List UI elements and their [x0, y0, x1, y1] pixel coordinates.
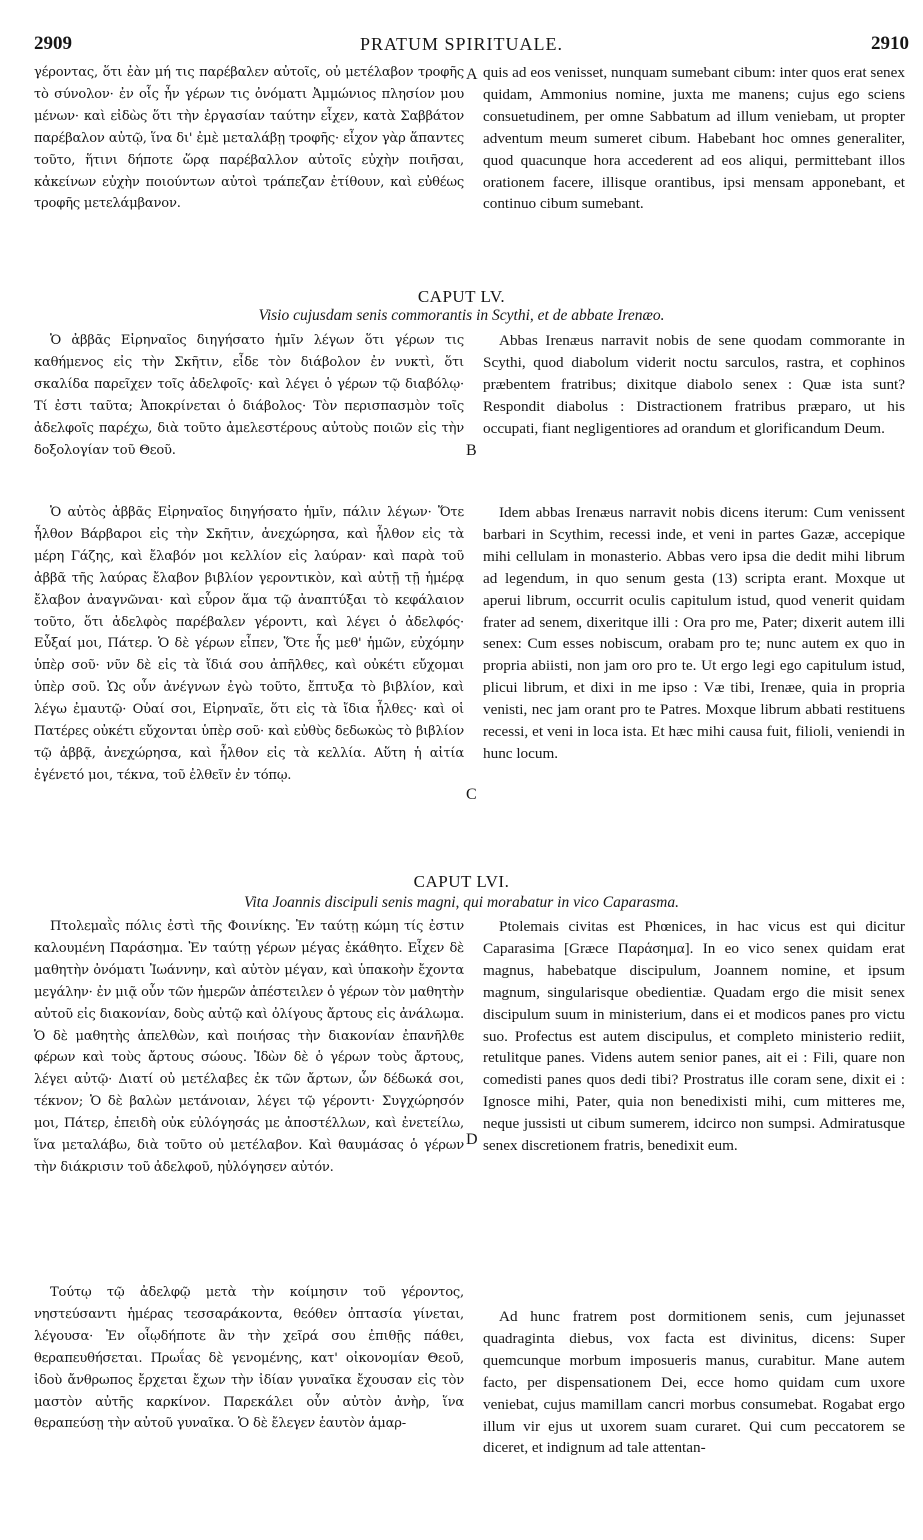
- chapter-55-latin-paragraph-2: Idem abbas Irenæus narravit nobis dicens iterum: Cum venissent barbari in Scythim, recessi inde, et veni in partes Gazæ, accepique mihi cellulam in monasterio. Abbas vero ipsa die dedit mihi librum ad legendum, in quo senum gesta (13) scripta erant. Moxque ut aperui librum, occurrit oculis capitulum istud, quod venerit quidam frater ad senem, dixeritque illi : Ora pro me, Pater; dixerit autem illi senex: Cum esses nobiscum, orabam pro te; nunc autem ex quo in propria abiisti, non jam oro pro te. Ut ergo legi ego capitulum istud, plicui librum, et dixi in me ipso : Væ tibi, Irenæe, quia in propria venisti, nec jam orant pro te Patres. Moxque librum abbati restituens recessi, et veni in loca ista. Et hæc mihi causa fuit, filioli, veniendi in hunc locum.: [483, 504, 905, 762]
- margin-letter-d: D: [466, 1131, 478, 1148]
- chapter-55-greek-paragraph-1: Ὁ ἀββᾶς Εἰρηναῖος διηγήσατο ἡμῖν λέγων ὅτι γέρων τις καθήμενος εἰς τὴν Σκῆτιν, εἶδε τὸν διάβολον ἐν νυκτὶ, ὅτι σκαλίδα παρεῖχεν τοῖς ἀδελφοῖς· καὶ λέγει ὁ γέρων τῷ διαβόλῳ· Τί ἐστι ταῦτα; Ἀποκρίνεται ὁ διάβολος· Τὸν περισπασμὸν τοῖς ἀδελφοῖς παρέχω, διὰ τοῦτο ἀμελεστέρους αὐτοὺς ποιῶν εἰς τὴν δοξολογίαν τοῦ Θεοῦ.: [34, 333, 464, 458]
- margin-letter-c: C: [466, 786, 477, 803]
- chapter-56-latin-paragraph-1: Ptolemais civitas est Phœnices, in hac vicus est qui dicitur Caparasima [Græce Παράσημα]. In eo vico senex quidam erat magnus, habebatque discipulum, Joannem nomine, et ipsum magnum, singularisque obedientiæ. Quadam ergo die misit senex discipulum suum in ministerium, dans ei et modicos panes pro victu suo. Profectus est autem discipulus, et completo ministerio rediit, retulitque panes. Videns autem senior panes, ait ei : Fili, quare non comedisti panes quos dedi tibi? Prostratus ille coram sene, dixit ei : Ignosce mihi, Pater, quia non benedixisti mihi, cum mitteres me, neque jussisti ut cibum sumerem, idcirco non sumpsi. Admiratusque senex discretionem fratris, benedixit eum.: [483, 918, 905, 1155]
- chapter-56-greek-paragraph-2: Τούτῳ τῷ ἀδελφῷ μετὰ τὴν κοίμησιν τοῦ γέροντος, νηστεύσαντι ἡμέρας τεσσαράκοντα, θεόθεν ὀπτασία γίνεται, λέγουσα· Ἐν οἷῳδήποτε ἂν τὴν χεῖρά σου ἐπιθῇς πάθει, θεραπευθήσεται. Πρωΐας δὲ γενομένης, κατ' οἰκονομίαν Θεοῦ, ἰδοὺ ἄνθρωπος ἔρχεται ἔχων τὴν ἰδίαν γυναῖκα ἔχουσαν εἰς τὸν μαστὸν αὐτῆς καρκίνον. Παρεκάλει οὖν αὐτὸν ἀνὴρ, ἵνα θεραπεύσῃ τὴν αὐτοῦ γυναῖκα. Ὁ δὲ ἔλεγεν ἑαυτὸν ἁμαρ-: [34, 1285, 464, 1432]
- chapter-56-title: CAPUT LVI.: [413, 872, 510, 891]
- chapter-55-subtitle: Visio cujusdam senis commorantis in Scythi, et de abbate Irenæo.: [258, 307, 665, 324]
- chapter-56-subtitle: Vita Joannis discipuli senis magni, qui morabatur in vico Caparasma.: [244, 894, 679, 911]
- chapter-56-greek-paragraph-1: Πτολεμαῒς πόλις ἐστὶ τῆς Φοινίκης. Ἐν ταύτῃ κώμη τίς ἐστιν καλουμένη Παράσημα. Ἐν ταύτῃ γέρων μέγας ἐκάθητο. Εἶχεν δὲ μαθητὴν ὀνόματι Ἰωάννην, καὶ αὐτὸν μέγαν, καὶ ὑπακοὴν ἔχοντα μεγάλην· ἐν μιᾷ οὖν τῶν ἡμερῶν ἀπέστειλεν ὁ γέρων τὸν μαθητὴν αὐτοῦ εἰς διακονίαν, δοὺς αὐτῷ καὶ ὀλίγους ἄρτους εἰς ἀνάλωμα. Ὁ δὲ μαθητὴς ἀπελθὼν, καὶ ποιήσας τὴν διακονίαν ἐπανῆλθε φέρων καὶ τοὺς ἄρτους σώους. Ἰδὼν δὲ ὁ γέρων τοὺς ἄρτους, λέγει αὐτῷ· Διατί οὐ μετέλαβες ἐκ τῶν ἄρτων, ὧν δέδωκά σοι, τέκνον; Ὁ δὲ βαλὼν μετάνοιαν, λέγει τῷ γέροντι· Συγχώρησόν μοι, Πάτερ, ἐπειδὴ οὐκ εὐλόγησάς με ἀποστέλλων, καὶ ἐνετείλω, ἵνα μεταλάβω, διὰ τοῦτο οὐ μετέλαβον. Καὶ θαυμάσας ὁ γέρων τὴν διάκρισιν τοῦ ἀδελφοῦ, ηὐλόγησεν αὐτόν.: [34, 919, 464, 1175]
- margin-letter-b: B: [466, 442, 477, 459]
- running-title: PRATUM SPIRITUALE.: [359, 34, 564, 54]
- chapter-55-title: CAPUT LV.: [417, 287, 506, 306]
- page-number-left: 2909: [34, 33, 72, 54]
- intro-greek-text: γέροντας, ὅτι ἐὰν μή τις παρέβαλεν αὐτοῖς, οὐ μετέλαβον τροφῆς τὸ σύνολον· ἐν οἷς ἦν γέρων τις ὀνόματι Ἀμμώνιος πλησίον μου μένων· καὶ εἰδὼς ὅτι τὴν ἐργασίαν ταύτην εἶχεν, κατὰ Σαββάτον παρέβαλον αὐτῷ, ἵνα δι' ἐμὲ μεταλάβῃ τροφῆς· εἶχον γὰρ ἅπαντες τοῦτο, ἥτινι δήποτε ὥρᾳ παρέβαλλον αὐτοῖς εὐχὴν ποιῆσαι, κἀκείνων εὐχὴν ποιούντων αὐτοὶ τράπεζαν ἐτίθουν, καὶ εὐθέως τροφῆς μετελάμβανον.: [34, 65, 464, 212]
- page-number-right: 2910: [871, 33, 909, 54]
- chapter-56-latin-paragraph-2: Ad hunc fratrem post dormitionem senis, cum jejunasset quadraginta diebus, vox facta est divinitus, dicens: Super quemcunque morbum imposueris manus, curabitur. Mane autem facto, per dispensationem Dei, ecce homo quidam cum uxore veniebat, cujus mamillam cancri morbus consumebat. Rogabat ergo illum vir ejus ut uxorem suam curaret. Qui cum peccatorem se diceret, et indignum ad tale attentan-: [483, 1308, 905, 1457]
- intro-latin-text: quis ad eos venisset, nunquam sumebant cibum: inter quos erat senex quidam, Ammonius nomine, juxta me manens; cujus ego sciens consuetudinem, per omne Sabbatum ad illum veniebam, ut propter adventum meum sumeret cibum. Habebant hoc omnes generaliter, quod quacunque hora accederent ad eos aliqui, permittebant illos orationem facere, illisque orantibus, ipsi mensam apponebant, et continuo cibum sumebant.: [483, 64, 905, 213]
- margin-letter-a: A: [466, 66, 478, 83]
- chapter-55-latin-paragraph-1: Abbas Irenæus narravit nobis de sene quodam commorante in Scythi, quod diabolum viderit noctu sarculos, rastra, et cophinos præbentem fratribus; dixitque diabolo senex : Quæ ista sunt? Respondit diabolus : Distractionem fratribus præparo, ut his occupati, fiant negligentiores ad orandum et glorificandum Deum.: [483, 332, 905, 437]
- chapter-55-greek-paragraph-2: Ὁ αὐτὸς ἀββᾶς Εἰρηναῖος διηγήσατο ἡμῖν, πάλιν λέγων· Ὅτε ἦλθον Βάρβαροι εἰς τὴν Σκῆτιν, ἀνεχώρησα, καὶ ἦλθον εἰς τὰ μέρη Γάζης, καὶ ἔλαβόν μοι κελλίον εἰς λαύραν· καὶ παρὰ τοῦ ἀββᾶ τῆς λαύρας ἔλαβον βιβλίον γεροντικὸν, καὶ αὐτῇ τῇ ἡμέρᾳ ἔλαβον ἀναγνῶναι· καὶ εὗρον ἅμα τῷ ἀναπτύξαι τὸ κεφάλαιον τοῦτο, ὅτι ἀδελφὸς παρέβαλεν γέροντι, καὶ λέγει ὁ ἀδελφός· Εὖξαί μοι, Πάτερ. Ὁ δὲ γέρων εἶπεν, Ὅτε ἧς μεθ' ἡμῶν, εὐχόμην ὑπὲρ σοῦ· νῦν δὲ εἰς τὰ ἴδιά σου ἀπῆλθες, καὶ οὐκέτι εὔχομαι ὑπὲρ σοῦ. Ὡς οὖν ἀνέγνων ἐγὼ τοῦτο, ἔπτυξα τὸ βιβλίον, καὶ λέγω ἐμαυτῷ· Οὐαί σοι, Εἰρηναῖε, ὅτι εἰς τὰ ἴδια ἦλθες· καὶ οἱ Πατέρες οὐκέτι εὔχονται ὑπὲρ σοῦ· καὶ εὐθὺς δεδωκὼς τὸ βιβλίον τῷ ἀββᾷ, ἀνεχώρησα, καὶ ἦλθον εἰς τὰ κελλία. Αὕτη ἡ αἰτία ἐγένετό μοι, τέκνα, τοῦ ἐλθεῖν ἐν τόπῳ.: [34, 505, 464, 783]
